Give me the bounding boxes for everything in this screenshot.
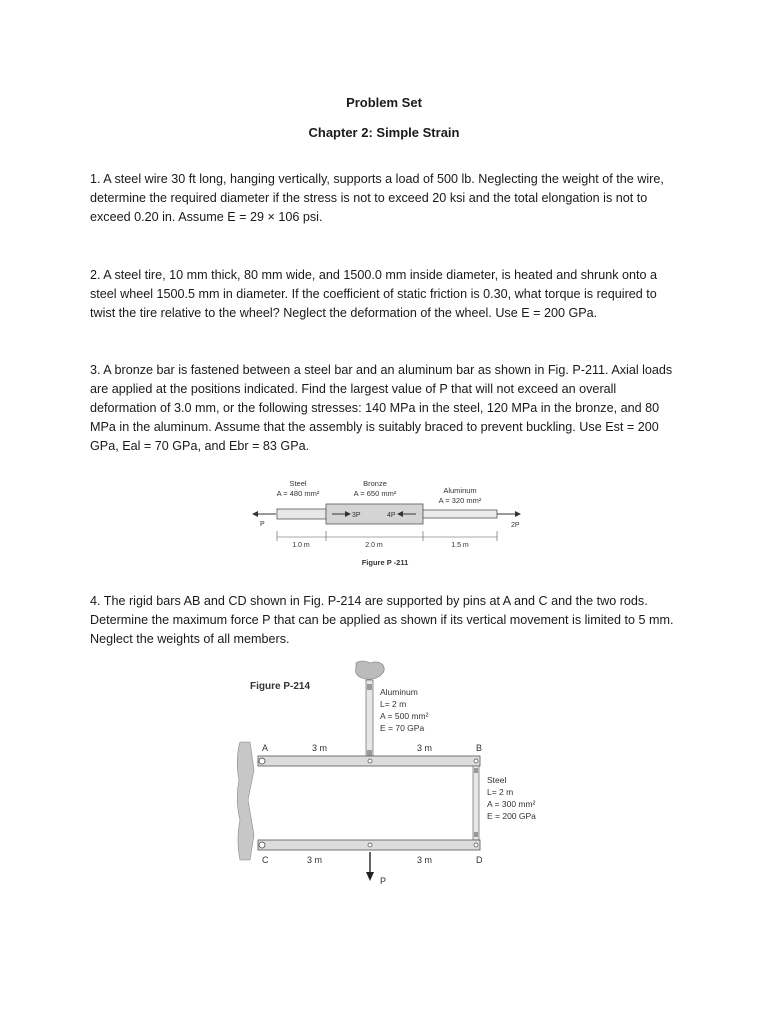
- label-c: C: [262, 855, 269, 865]
- aluminum-length-label: L= 2 m: [380, 699, 407, 709]
- label-a: A: [262, 743, 269, 753]
- dim-aluminum-label: 1.5 m: [451, 542, 469, 549]
- aluminum-name-label: Aluminum: [443, 486, 477, 495]
- problem-3-text: 3. A bronze bar is fastened between a steel bar and an aluminum bar as shown in Fig. P-211. Axial loads are applied at the positions indicated. Find the largest value of P that will not exceed an overall deformation of 3.0 mm, or the following stresses: 140 MPa in the steel, 120 MPa in the bronze, and 80 MPa in the aluminum. Assume that the assembly is suitably braced to prevent buckling. Use Est = 200 GPa, Eal = 70 GPa, and Ebr = 83 GPa.: [90, 363, 673, 453]
- load-3p-label: 3P: [352, 512, 361, 519]
- steel-area-label: A = 300 mm²: [487, 799, 536, 809]
- pin-a: [259, 758, 265, 764]
- aluminum-name-label: Aluminum: [380, 687, 418, 697]
- dim-top-left: 3 m: [312, 743, 328, 753]
- dim-bronze-label: 2.0 m: [365, 542, 383, 549]
- chapter-subtitle: Chapter 2: Simple Strain: [308, 125, 460, 140]
- aluminum-rod: [366, 680, 373, 760]
- aluminum-modulus-label: E = 70 GPa: [380, 723, 425, 733]
- steel-name-label: Steel: [487, 775, 507, 785]
- bronze-name-label: Bronze: [363, 479, 387, 488]
- page-title: Problem Set: [346, 95, 422, 110]
- figure-214-caption: Figure P-214: [250, 681, 311, 692]
- bronze-area-label: A = 650 mm²: [353, 489, 397, 498]
- dim-steel-label: 1.0 m: [292, 542, 310, 549]
- aluminum-area-label: A = 320 mm²: [438, 496, 482, 505]
- load-p-label: P: [380, 876, 387, 886]
- dim-top-right: 3 m: [417, 743, 433, 753]
- dim-bottom-right: 3 m: [417, 855, 433, 865]
- problem-2-text: 2. A steel tire, 10 mm thick, 80 mm wide, and 1500.0 mm inside diameter, is heated and shrunk onto a steel wheel 1500.5 mm in diameter. If the coefficient of static friction is 0.30, what torque is required to twist the tire relative to the wheel? Neglect the deformation of the wheel. Use E = 200 GPa.: [90, 268, 658, 320]
- figure-211-caption: Figure P -211: [361, 558, 409, 567]
- label-d: D: [476, 855, 483, 865]
- load-p-label: P: [260, 521, 265, 528]
- steel-area-label: A = 480 mm²: [276, 489, 320, 498]
- steel-length-label: L= 2 m: [487, 787, 514, 797]
- dim-bottom-left: 3 m: [307, 855, 323, 865]
- label-b: B: [476, 743, 483, 753]
- wall-support: [237, 742, 254, 860]
- load-2p-label: 2P: [511, 522, 520, 529]
- steel-modulus-label: E = 200 GPa: [487, 811, 536, 821]
- figure-p-211: [250, 475, 535, 570]
- steel-name-label: Steel: [289, 479, 307, 488]
- steel-bar: [277, 509, 326, 519]
- load-4p-label: 4P: [387, 512, 396, 519]
- figure-p-214: [232, 660, 572, 890]
- aluminum-bar: [423, 510, 497, 518]
- pin-c: [259, 842, 265, 848]
- problem-1-text: 1. A steel wire 30 ft long, hanging vertically, supports a load of 500 lb. Neglecting the weight of the wire, determine the required diameter if the stress is not to exceed 20 ksi and the total elongation is not to exceed 0.20 in. Assume E = 29 × 106 psi.: [90, 172, 664, 224]
- steel-rod: [473, 766, 479, 840]
- problem-4-text: 4. The rigid bars AB and CD shown in Fig. P-214 are supported by pins at A and C and the two rods. Determine the maximum force P that can be applied as shown if its vertical movement is limited to 5 mm. Neglect the weights of all members.: [90, 594, 674, 646]
- ceiling-support: [356, 661, 385, 679]
- aluminum-area-label: A = 500 mm²: [380, 711, 429, 721]
